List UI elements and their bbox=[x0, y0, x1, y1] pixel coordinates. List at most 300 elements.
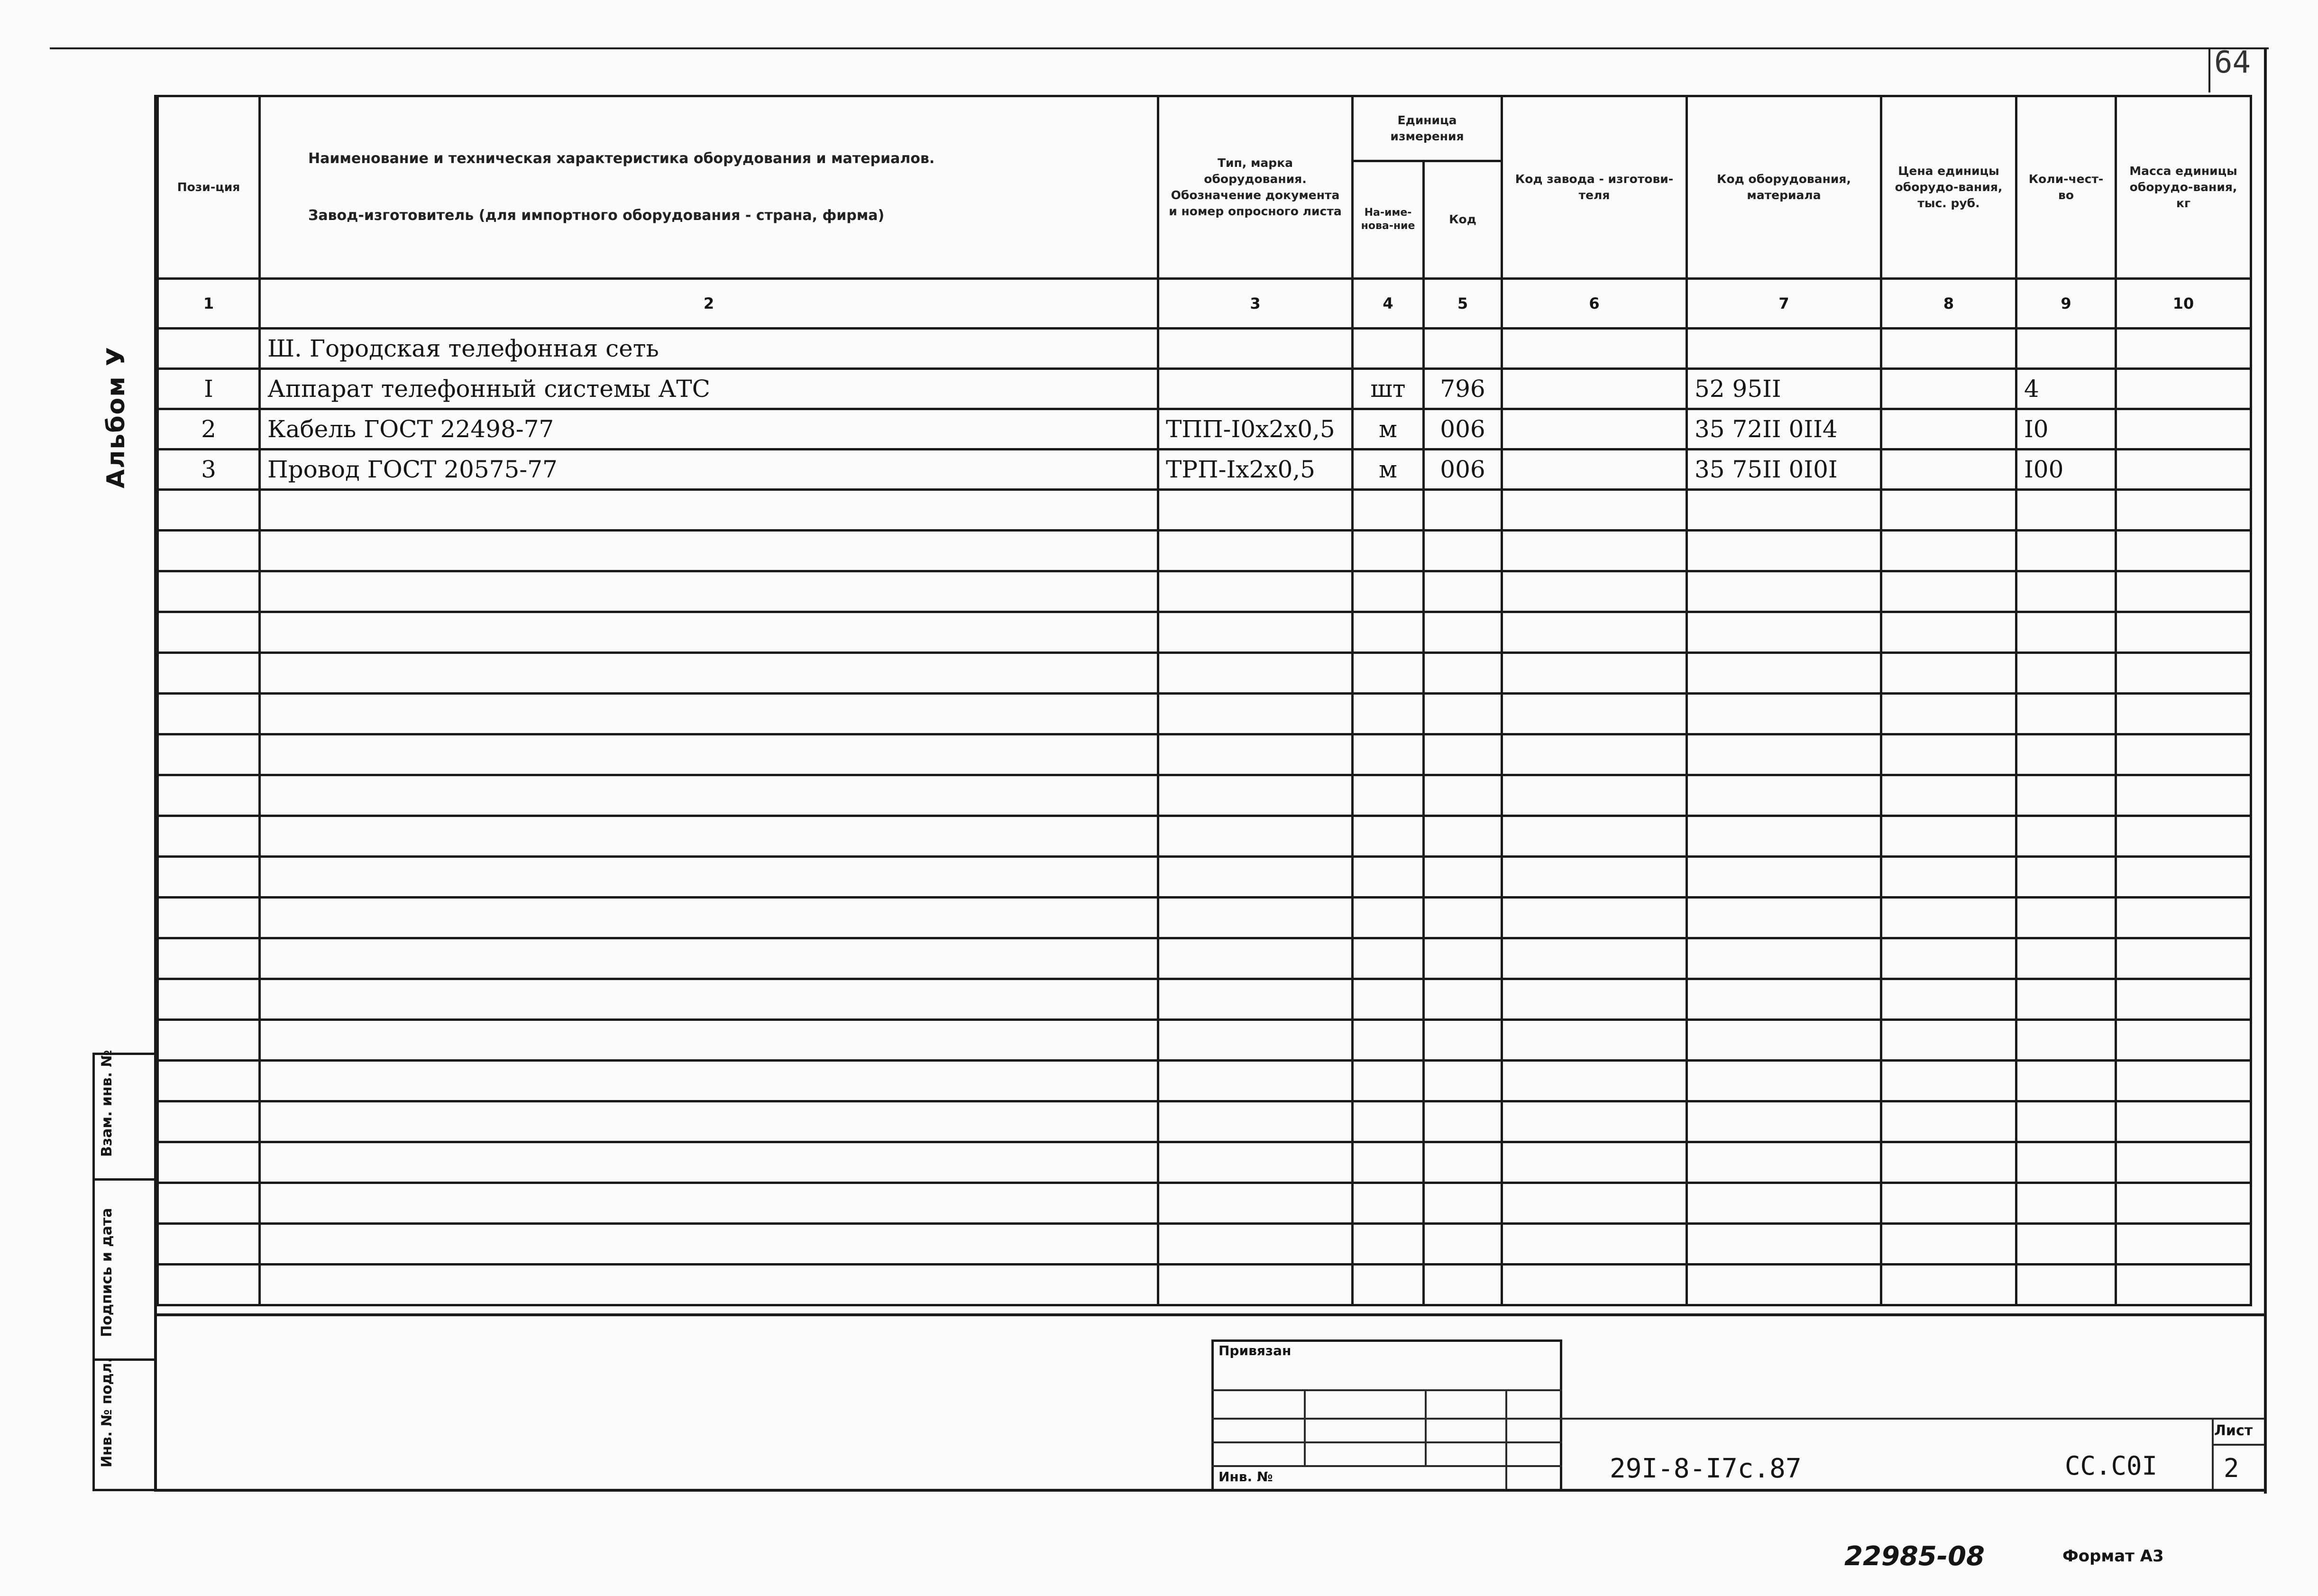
blank-cell bbox=[2116, 1061, 2251, 1101]
blank-cell bbox=[1687, 1183, 1881, 1224]
table-row bbox=[158, 409, 2251, 449]
blank-cell bbox=[1502, 734, 1687, 775]
privyazan-col-line bbox=[1304, 1389, 1306, 1465]
privyazan-row-line bbox=[1211, 1418, 1562, 1420]
header-quantity: Коли-чест-во bbox=[2016, 96, 2116, 279]
cell-mass bbox=[2116, 329, 2251, 369]
stamp-cell-signature bbox=[92, 1178, 156, 1361]
blank-cell bbox=[260, 1183, 1158, 1224]
cell-type: ТРП-Iх2х0,5 bbox=[1158, 449, 1353, 490]
blank-cell bbox=[1502, 1020, 1687, 1061]
blank-cell bbox=[2116, 571, 2251, 612]
blank-cell bbox=[260, 571, 1158, 612]
stamp-cell-inv-original bbox=[92, 1358, 156, 1491]
blank-cell bbox=[2116, 1224, 2251, 1265]
top-border-line bbox=[50, 47, 2269, 49]
blank-cell bbox=[1158, 898, 1353, 938]
blank-cell bbox=[2016, 531, 2116, 571]
column-number-row bbox=[158, 279, 2251, 329]
blank-cell bbox=[2016, 816, 2116, 857]
blank-cell bbox=[1881, 857, 2016, 898]
blank-cell bbox=[1687, 653, 1881, 694]
header-unit-code: Код bbox=[1424, 161, 1502, 278]
blank-cell bbox=[1424, 490, 1502, 531]
blank-cell bbox=[1158, 694, 1353, 734]
blank-cell bbox=[2116, 979, 2251, 1020]
blank-cell bbox=[1881, 775, 2016, 816]
blank-cell bbox=[1424, 531, 1502, 571]
blank-cell bbox=[260, 775, 1158, 816]
blank-cell bbox=[1424, 653, 1502, 694]
blank-cell bbox=[158, 612, 260, 653]
blank-cell bbox=[2116, 1101, 2251, 1142]
blank-cell bbox=[1502, 531, 1687, 571]
blank-table-row bbox=[158, 1061, 2251, 1101]
blank-cell bbox=[158, 898, 260, 938]
blank-rows bbox=[158, 490, 2251, 1305]
blank-cell bbox=[1424, 1061, 1502, 1101]
blank-cell bbox=[260, 857, 1158, 898]
blank-cell bbox=[158, 1101, 260, 1142]
blank-cell bbox=[1353, 571, 1424, 612]
blank-table-row bbox=[158, 938, 2251, 979]
column-number: 2 bbox=[260, 279, 1158, 329]
table-row bbox=[158, 449, 2251, 490]
header-position: Пози-ция bbox=[158, 96, 260, 279]
blank-cell bbox=[1502, 612, 1687, 653]
blank-cell bbox=[260, 490, 1158, 531]
cell-maker-code bbox=[1502, 409, 1687, 449]
blank-table-row bbox=[158, 1183, 2251, 1224]
blank-cell bbox=[1502, 653, 1687, 694]
column-number: 5 bbox=[1424, 279, 1502, 329]
cell-material-code: 52 95II bbox=[1687, 369, 1881, 409]
cell-price bbox=[1881, 369, 2016, 409]
blank-table-row bbox=[158, 1265, 2251, 1305]
blank-table-row bbox=[158, 653, 2251, 694]
blank-cell bbox=[1158, 734, 1353, 775]
table-row bbox=[158, 369, 2251, 409]
blank-cell bbox=[1424, 979, 1502, 1020]
cell-type bbox=[1158, 329, 1353, 369]
cell-mass bbox=[2116, 369, 2251, 409]
blank-cell bbox=[2016, 898, 2116, 938]
blank-cell bbox=[1502, 857, 1687, 898]
header-material-code: Код оборудования, материала bbox=[1687, 96, 1881, 279]
blank-cell bbox=[1687, 898, 1881, 938]
blank-cell bbox=[1502, 1061, 1687, 1101]
blank-cell bbox=[1158, 1142, 1353, 1183]
blank-table-row bbox=[158, 857, 2251, 898]
blank-table-row bbox=[158, 734, 2251, 775]
blank-cell bbox=[2116, 531, 2251, 571]
blank-cell bbox=[1158, 1265, 1353, 1305]
blank-cell bbox=[1353, 775, 1424, 816]
blank-cell bbox=[1424, 1020, 1502, 1061]
blank-cell bbox=[1502, 571, 1687, 612]
header-unit-name: На-име-нова-ние bbox=[1353, 161, 1424, 278]
blank-cell bbox=[2116, 1265, 2251, 1305]
blank-cell bbox=[1353, 1183, 1424, 1224]
header-name bbox=[260, 96, 1158, 279]
blank-cell bbox=[1881, 490, 2016, 531]
blank-cell bbox=[1353, 1020, 1424, 1061]
blank-cell bbox=[1424, 612, 1502, 653]
blank-cell bbox=[1502, 898, 1687, 938]
blank-cell bbox=[260, 1101, 1158, 1142]
blank-cell bbox=[1687, 1224, 1881, 1265]
cell-unit: м bbox=[1353, 449, 1424, 490]
blank-cell bbox=[1353, 1142, 1424, 1183]
blank-cell bbox=[1502, 1101, 1687, 1142]
blank-cell bbox=[260, 816, 1158, 857]
blank-cell bbox=[1502, 1224, 1687, 1265]
blank-cell bbox=[158, 694, 260, 734]
blank-cell bbox=[2116, 816, 2251, 857]
header-unit-group: Единица измерения bbox=[1353, 96, 1502, 161]
column-number: 6 bbox=[1502, 279, 1687, 329]
blank-cell bbox=[1502, 938, 1687, 979]
blank-cell bbox=[260, 979, 1158, 1020]
blank-cell bbox=[1881, 571, 2016, 612]
blank-cell bbox=[1687, 816, 1881, 857]
blank-cell bbox=[260, 1224, 1158, 1265]
blank-cell bbox=[1353, 816, 1424, 857]
blank-cell bbox=[1687, 612, 1881, 653]
blank-cell bbox=[2016, 1224, 2116, 1265]
blank-cell bbox=[1424, 816, 1502, 857]
blank-cell bbox=[2016, 979, 2116, 1020]
column-number: 3 bbox=[1158, 279, 1353, 329]
format-label: Формат А3 bbox=[2062, 1547, 2164, 1566]
blank-table-row bbox=[158, 1224, 2251, 1265]
stamp-signature-label: Подпись и дата bbox=[99, 1208, 115, 1337]
sheet-corner-number: 64 bbox=[2214, 45, 2251, 80]
blank-cell bbox=[1424, 1224, 1502, 1265]
blank-cell bbox=[158, 490, 260, 531]
cell-maker-code bbox=[1502, 329, 1687, 369]
blank-cell bbox=[1687, 938, 1881, 979]
blank-cell bbox=[1424, 857, 1502, 898]
header-type: Тип, марка оборудования. Обозначение документа и номер опросного листа bbox=[1158, 96, 1353, 279]
cell-unit-code: 006 bbox=[1424, 449, 1502, 490]
cell-name: Кабель ГОСТ 22498-77 bbox=[260, 409, 1158, 449]
blank-cell bbox=[1687, 734, 1881, 775]
header-name-line2: Завод-изготовитель (для импортного оборудования - страна, фирма) bbox=[308, 207, 885, 224]
cell-quantity: 4 bbox=[2016, 369, 2116, 409]
blank-cell bbox=[2116, 1020, 2251, 1061]
blank-table-row bbox=[158, 612, 2251, 653]
cell-unit: м bbox=[1353, 409, 1424, 449]
blank-table-row bbox=[158, 490, 2251, 531]
blank-cell bbox=[1424, 1183, 1502, 1224]
blank-cell bbox=[1687, 490, 1881, 531]
blank-cell bbox=[158, 734, 260, 775]
column-number: 4 bbox=[1353, 279, 1424, 329]
blank-cell bbox=[1353, 938, 1424, 979]
blank-cell bbox=[1687, 531, 1881, 571]
blank-cell bbox=[1158, 979, 1353, 1020]
blank-cell bbox=[1687, 1265, 1881, 1305]
cell-maker-code bbox=[1502, 369, 1687, 409]
blank-cell bbox=[1158, 1061, 1353, 1101]
cell-price bbox=[1881, 449, 2016, 490]
blank-cell bbox=[1353, 734, 1424, 775]
blank-cell bbox=[2116, 490, 2251, 531]
blank-cell bbox=[2016, 1183, 2116, 1224]
cell-name: Провод ГОСТ 20575-77 bbox=[260, 449, 1158, 490]
blank-cell bbox=[260, 531, 1158, 571]
cell-material-code: 35 72II 0II4 bbox=[1687, 409, 1881, 449]
blank-cell bbox=[2016, 653, 2116, 694]
blank-cell bbox=[260, 1020, 1158, 1061]
blank-cell bbox=[1353, 694, 1424, 734]
blank-cell bbox=[2016, 1101, 2116, 1142]
privyazan-row-line bbox=[1211, 1441, 1562, 1443]
blank-cell bbox=[158, 775, 260, 816]
blank-cell bbox=[1424, 734, 1502, 775]
blank-cell bbox=[1881, 1061, 2016, 1101]
blank-cell bbox=[2016, 612, 2116, 653]
cell-position: 3 bbox=[158, 449, 260, 490]
blank-cell bbox=[1502, 1265, 1687, 1305]
blank-table-row bbox=[158, 979, 2251, 1020]
blank-cell bbox=[2116, 1142, 2251, 1183]
blank-cell bbox=[1158, 490, 1353, 531]
blank-cell bbox=[1881, 979, 2016, 1020]
blank-cell bbox=[1353, 898, 1424, 938]
blank-cell bbox=[1158, 1183, 1353, 1224]
blank-cell bbox=[260, 653, 1158, 694]
blank-cell bbox=[1687, 1020, 1881, 1061]
cell-position: I bbox=[158, 369, 260, 409]
blank-cell bbox=[1158, 1101, 1353, 1142]
document-number: 29I-8-I7с.87 bbox=[1610, 1453, 1802, 1484]
blank-cell bbox=[1424, 694, 1502, 734]
blank-cell bbox=[1502, 979, 1687, 1020]
blank-cell bbox=[158, 571, 260, 612]
cell-unit-code: 796 bbox=[1424, 369, 1502, 409]
blank-cell bbox=[1158, 571, 1353, 612]
privyazan-label: Привязан bbox=[1219, 1343, 1292, 1358]
blank-cell bbox=[1424, 938, 1502, 979]
blank-cell bbox=[1353, 1265, 1424, 1305]
blank-cell bbox=[1881, 1265, 2016, 1305]
blank-cell bbox=[1353, 979, 1424, 1020]
blank-cell bbox=[260, 898, 1158, 938]
blank-cell bbox=[260, 1061, 1158, 1101]
blank-table-row bbox=[158, 1142, 2251, 1183]
cell-material-code bbox=[1687, 329, 1881, 369]
blank-cell bbox=[1353, 857, 1424, 898]
sheet-code: СС.С0I bbox=[2065, 1451, 2158, 1481]
sheet-cell-line bbox=[2212, 1444, 2264, 1446]
sheet-label: Лист bbox=[2214, 1422, 2253, 1439]
blank-cell bbox=[1424, 571, 1502, 612]
blank-cell bbox=[2116, 694, 2251, 734]
blank-cell bbox=[2016, 938, 2116, 979]
privyazan-col-line bbox=[1425, 1389, 1427, 1465]
cell-price bbox=[1881, 409, 2016, 449]
blank-cell bbox=[1881, 653, 2016, 694]
blank-cell bbox=[158, 1061, 260, 1101]
blank-cell bbox=[1424, 898, 1502, 938]
blank-cell bbox=[2016, 694, 2116, 734]
blank-cell bbox=[260, 694, 1158, 734]
column-number: 1 bbox=[158, 279, 260, 329]
specification-table bbox=[156, 95, 2252, 1306]
blank-cell bbox=[158, 1142, 260, 1183]
blank-cell bbox=[1158, 612, 1353, 653]
blank-cell bbox=[1158, 857, 1353, 898]
blank-cell bbox=[2116, 612, 2251, 653]
blank-table-row bbox=[158, 775, 2251, 816]
blank-cell bbox=[2016, 1020, 2116, 1061]
privyazan-col-line bbox=[1505, 1389, 1507, 1489]
blank-cell bbox=[1881, 938, 2016, 979]
cell-unit bbox=[1353, 329, 1424, 369]
blank-cell bbox=[1687, 1142, 1881, 1183]
blank-cell bbox=[1881, 816, 2016, 857]
header-price: Цена единицы оборудо-вания, тыс. руб. bbox=[1881, 96, 2016, 279]
cell-quantity: I0 bbox=[2016, 409, 2116, 449]
blank-cell bbox=[158, 531, 260, 571]
blank-cell bbox=[1881, 1142, 2016, 1183]
blank-cell bbox=[158, 1183, 260, 1224]
right-border-line bbox=[2264, 47, 2267, 1494]
cell-price bbox=[1881, 329, 2016, 369]
inv-no-label: Инв. № bbox=[1219, 1469, 1273, 1485]
blank-cell bbox=[1502, 1142, 1687, 1183]
blank-cell bbox=[260, 1142, 1158, 1183]
blank-cell bbox=[1881, 898, 2016, 938]
header-mass: Масса единицы оборудо-вания, кг bbox=[2116, 96, 2251, 279]
privyazan-row-line bbox=[1211, 1389, 1562, 1391]
stamp-inv-replace-label: Взам. инв. № bbox=[99, 1050, 115, 1157]
blank-cell bbox=[2016, 734, 2116, 775]
cell-quantity: I00 bbox=[2016, 449, 2116, 490]
blank-cell bbox=[1353, 531, 1424, 571]
blank-table-row bbox=[158, 1101, 2251, 1142]
blank-cell bbox=[158, 816, 260, 857]
blank-cell bbox=[1881, 1224, 2016, 1265]
blank-table-row bbox=[158, 1020, 2251, 1061]
cell-name: Аппарат телефонный системы АТС bbox=[260, 369, 1158, 409]
blank-cell bbox=[1353, 1224, 1424, 1265]
cell-position: 2 bbox=[158, 409, 260, 449]
blank-cell bbox=[2116, 857, 2251, 898]
blank-cell bbox=[1502, 816, 1687, 857]
privyazan-row-line bbox=[1211, 1465, 1562, 1467]
blank-cell bbox=[1353, 490, 1424, 531]
blank-table-row bbox=[158, 531, 2251, 571]
blank-table-row bbox=[158, 694, 2251, 734]
column-number: 7 bbox=[1687, 279, 1881, 329]
blank-table-row bbox=[158, 898, 2251, 938]
blank-cell bbox=[1158, 816, 1353, 857]
blank-cell bbox=[260, 938, 1158, 979]
blank-cell bbox=[1687, 694, 1881, 734]
cell-type bbox=[1158, 369, 1353, 409]
blank-cell bbox=[1881, 1183, 2016, 1224]
blank-cell bbox=[1353, 1101, 1424, 1142]
blank-cell bbox=[1502, 1183, 1687, 1224]
blank-cell bbox=[2016, 1265, 2116, 1305]
corner-box-divider bbox=[2208, 47, 2210, 92]
cell-mass bbox=[2116, 449, 2251, 490]
privyazan-box bbox=[1211, 1339, 1562, 1491]
blank-cell bbox=[1424, 1265, 1502, 1305]
title-block-top-line bbox=[1562, 1418, 2264, 1420]
blank-table-row bbox=[158, 816, 2251, 857]
column-number: 10 bbox=[2116, 279, 2251, 329]
blank-cell bbox=[2116, 775, 2251, 816]
blank-cell bbox=[2116, 653, 2251, 694]
sheet-cell-divider bbox=[2212, 1418, 2214, 1489]
blank-cell bbox=[1687, 571, 1881, 612]
blank-cell bbox=[1687, 775, 1881, 816]
blank-cell bbox=[1424, 1101, 1502, 1142]
blank-cell bbox=[1881, 531, 2016, 571]
blank-cell bbox=[1424, 775, 1502, 816]
blank-cell bbox=[1158, 1224, 1353, 1265]
blank-cell bbox=[1424, 1142, 1502, 1183]
blank-cell bbox=[158, 1265, 260, 1305]
blank-cell bbox=[1687, 857, 1881, 898]
blank-cell bbox=[2016, 571, 2116, 612]
blank-cell bbox=[1353, 653, 1424, 694]
blank-cell bbox=[1502, 694, 1687, 734]
cell-unit-code bbox=[1424, 329, 1502, 369]
blank-cell bbox=[1881, 1020, 2016, 1061]
blank-cell bbox=[1881, 612, 2016, 653]
header-name-line1: Наименование и техническая характеристика оборудования и материалов. bbox=[308, 150, 935, 167]
cell-maker-code bbox=[1502, 449, 1687, 490]
header-maker-code: Код завода - изготови-теля bbox=[1502, 96, 1687, 279]
blank-cell bbox=[1158, 531, 1353, 571]
archive-number: 22985-08 bbox=[1844, 1541, 1985, 1572]
blank-cell bbox=[158, 857, 260, 898]
blank-cell bbox=[158, 979, 260, 1020]
blank-cell bbox=[2116, 734, 2251, 775]
cell-name: Ш. Городская телефонная сеть bbox=[260, 329, 1158, 369]
blank-cell bbox=[2016, 1142, 2116, 1183]
blank-cell bbox=[1502, 490, 1687, 531]
table-row bbox=[158, 329, 2251, 369]
stamp-inv-original-label: Инв. № подл. bbox=[99, 1357, 115, 1468]
blank-cell bbox=[2116, 1183, 2251, 1224]
blank-cell bbox=[2016, 1061, 2116, 1101]
column-number: 9 bbox=[2016, 279, 2116, 329]
cell-unit-code: 006 bbox=[1424, 409, 1502, 449]
cell-mass bbox=[2116, 409, 2251, 449]
album-label: Альбом У bbox=[102, 346, 130, 488]
blank-cell bbox=[1881, 734, 2016, 775]
blank-cell bbox=[2016, 490, 2116, 531]
blank-cell bbox=[1687, 1061, 1881, 1101]
blank-cell bbox=[2116, 938, 2251, 979]
blank-cell bbox=[2116, 898, 2251, 938]
blank-cell bbox=[1353, 1061, 1424, 1101]
blank-cell bbox=[158, 1020, 260, 1061]
blank-cell bbox=[260, 1265, 1158, 1305]
cell-quantity bbox=[2016, 329, 2116, 369]
blank-cell bbox=[260, 734, 1158, 775]
blank-cell bbox=[1158, 653, 1353, 694]
cell-position bbox=[158, 329, 260, 369]
blank-cell bbox=[1502, 775, 1687, 816]
blank-cell bbox=[260, 612, 1158, 653]
